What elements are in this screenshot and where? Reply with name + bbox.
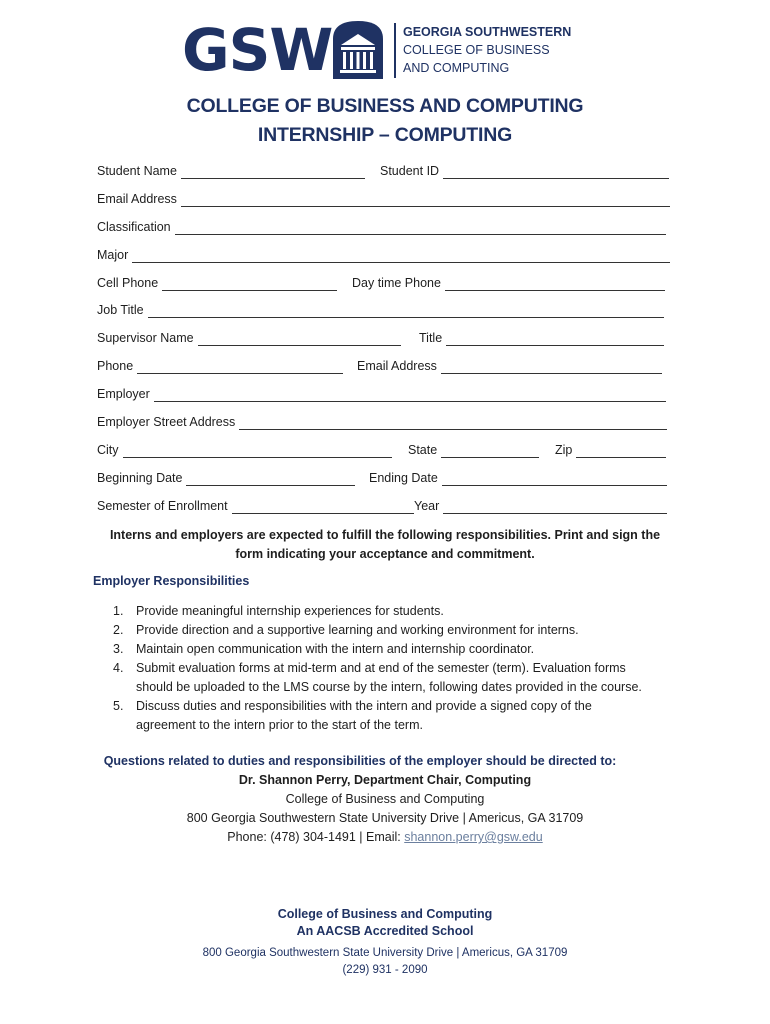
supervisor-name-label: Supervisor Name <box>97 331 194 345</box>
form-row-email <box>97 191 670 207</box>
phone-field[interactable] <box>97 358 343 374</box>
form-row-employer-address <box>97 414 667 430</box>
list-item: 1. Provide meaningful internship experiences for students. <box>113 604 444 618</box>
student-name-label: Student Name <box>97 164 177 178</box>
student-id-field[interactable] <box>380 163 669 179</box>
supervisor-name-field[interactable] <box>97 330 401 346</box>
intro-paragraph <box>90 526 680 564</box>
list-item: 3. Maintain open communication with the intern and internship coordinator. <box>113 642 535 656</box>
student-name-field[interactable] <box>97 163 365 179</box>
semester-label: Semester of Enrollment <box>97 499 228 513</box>
footer-college: College of Business and Computing <box>277 907 493 921</box>
state-label: State <box>408 443 438 457</box>
logo-wordmark: GSW <box>182 16 333 84</box>
list-item: 4. Submit evaluation forms at mid-term and at end of the semester (term). Evaluation forms should be uploaded to the LMS course by the intern, following dates provided in the course. <box>113 661 642 694</box>
zip-label: Zip <box>555 443 573 457</box>
student-id-label: Student ID <box>380 164 440 178</box>
email-link[interactable]: shannon.perry@gsw.edu <box>404 830 543 844</box>
form-row-job-title <box>97 302 664 318</box>
logo-divider <box>394 23 396 78</box>
page-subtitle: INTERNSHIP – COMPUTING <box>257 124 513 146</box>
footer <box>0 906 770 979</box>
cell-phone-label: Cell Phone <box>97 276 159 290</box>
questions-heading: Questions related to duties and responsibilities of the employer should be directed to: <box>103 754 617 768</box>
employer-street-address-field[interactable] <box>97 414 667 430</box>
job-title-label: Job Title <box>97 303 144 317</box>
title-field[interactable] <box>419 330 664 346</box>
email-field[interactable] <box>97 191 670 207</box>
ending-date-label: Ending Date <box>369 471 438 485</box>
contact-address: 800 Georgia Southwestern State University Drive | Americus, GA 31709 <box>186 811 584 825</box>
form-row-contact <box>97 358 662 374</box>
employer-responsibilities-heading: Employer Responsibilities <box>93 574 250 588</box>
job-title-field[interactable] <box>97 302 664 318</box>
classification-field[interactable] <box>97 219 666 235</box>
major-field[interactable] <box>97 247 670 263</box>
semester-field[interactable] <box>97 498 414 514</box>
year-label: Year <box>414 499 440 513</box>
footer-phone: (229) 931 - 2090 <box>342 964 428 976</box>
footer-accreditation: An AACSB Accredited School <box>296 924 474 938</box>
employer-field[interactable] <box>97 386 666 402</box>
phone-label: Phone <box>97 359 134 373</box>
zip-field[interactable] <box>555 442 666 458</box>
form-row-location <box>97 442 666 458</box>
form-row-employer <box>97 386 666 402</box>
employer-street-address-label: Employer Street Address <box>97 415 236 429</box>
beginning-date-label: Beginning Date <box>97 471 183 485</box>
logo-line-2: COLLEGE OF BUSINESS <box>403 43 550 57</box>
form-row-major <box>97 247 670 263</box>
classification-label: Classification <box>97 220 171 234</box>
contact-phone-email: Phone: (478) 304-1491 | Email: shannon.perry@gsw.edu <box>227 830 543 844</box>
list-item: 2. Provide direction and a supportive learning and working environment for interns. <box>113 623 579 637</box>
logo-line-3: AND COMPUTING <box>403 61 510 75</box>
form-row-supervisor <box>97 330 664 346</box>
cell-phone-field[interactable] <box>97 275 337 291</box>
employer-label: Employer <box>97 387 150 401</box>
supervisor-email-label: Email Address <box>357 359 437 373</box>
title-label: Title <box>419 331 443 345</box>
state-field[interactable] <box>408 442 539 458</box>
day-time-phone-label: Day time Phone <box>352 276 441 290</box>
contact-name: Dr. Shannon Perry, Department Chair, Computing <box>238 773 532 787</box>
intro-line-1: Interns and employers are expected to fulfill the following responsibilities. Print and sign the <box>109 528 661 542</box>
building-logo-icon <box>333 21 383 79</box>
year-field[interactable] <box>414 498 667 514</box>
form-row-dates <box>97 470 667 486</box>
beginning-date-field[interactable] <box>97 470 355 486</box>
major-label: Major <box>97 248 129 262</box>
logo-line-1: GEORGIA SOUTHWESTERN <box>403 25 572 39</box>
form-row-student <box>97 163 669 179</box>
contact-college: College of Business and Computing <box>285 792 485 806</box>
page-title: COLLEGE OF BUSINESS AND COMPUTING <box>186 95 584 117</box>
day-time-phone-field[interactable] <box>352 275 665 291</box>
form-row-classification <box>97 219 666 235</box>
logo-text <box>403 23 571 77</box>
contact-block <box>0 771 770 847</box>
ending-date-field[interactable] <box>369 470 667 486</box>
email-label: Email Address <box>97 192 177 206</box>
responsibilities-list <box>113 602 683 735</box>
list-item: 5. Discuss duties and responsibilities with the intern and provide a signed copy of the agreement to the intern prior to the start of the term. <box>113 699 592 732</box>
form-row-phones <box>97 275 665 291</box>
city-field[interactable] <box>97 442 392 458</box>
intro-line-2: form indicating your acceptance and commitment. <box>235 547 535 561</box>
supervisor-email-field[interactable] <box>357 358 662 374</box>
city-label: City <box>97 443 119 457</box>
form-row-semester <box>97 498 667 514</box>
footer-address: 800 Georgia Southwestern State University Drive | Americus, GA 31709 <box>202 947 568 959</box>
